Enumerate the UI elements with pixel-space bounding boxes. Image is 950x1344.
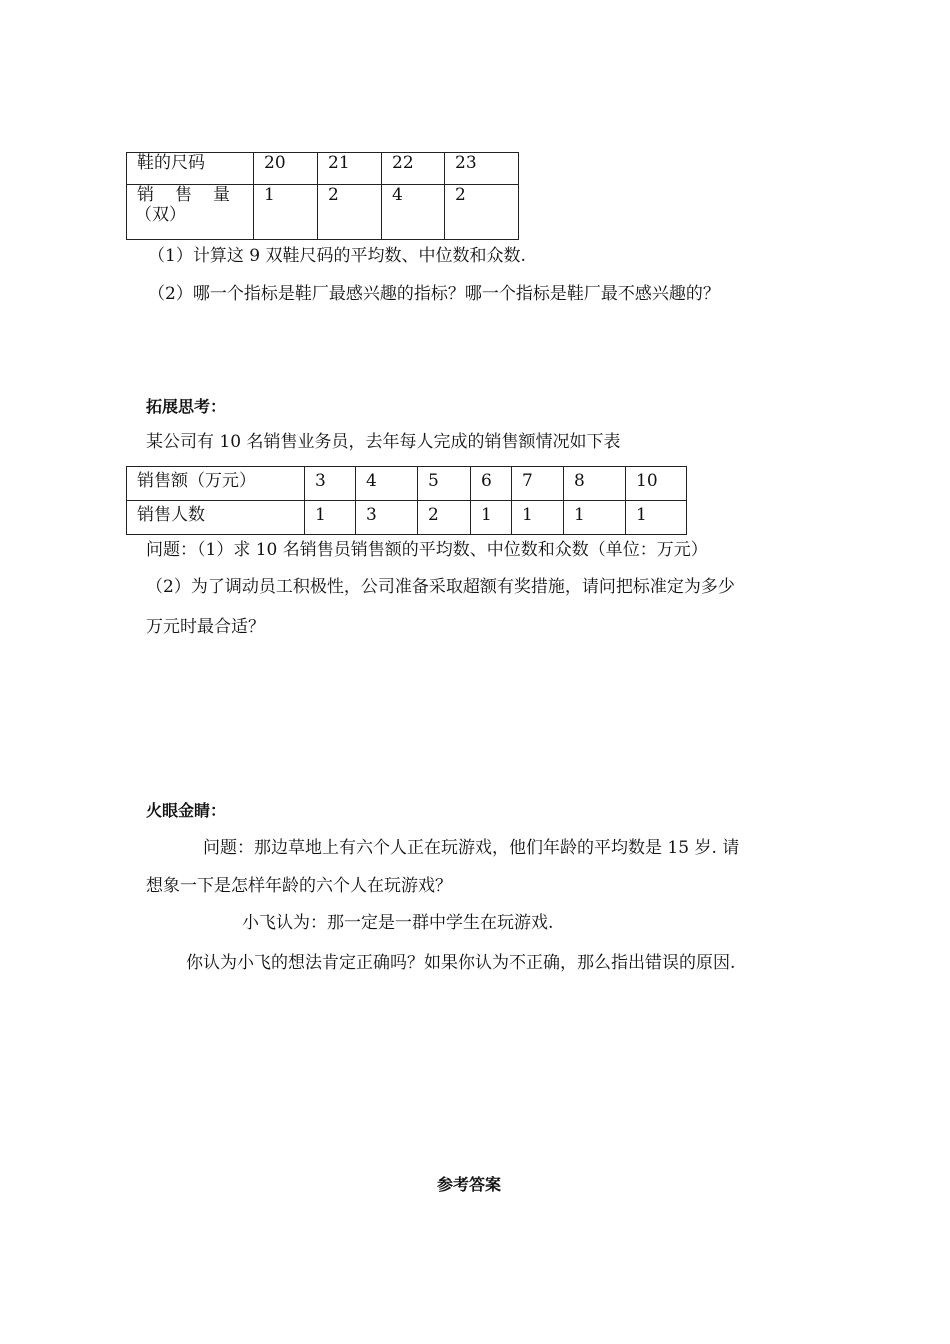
section3-para3: 你认为小飞的想法肯定正确吗？如果你认为不正确，那么指出错误的原因. bbox=[186, 953, 736, 973]
table-cell: 8 bbox=[564, 467, 626, 501]
shoe-size-table bbox=[126, 152, 519, 240]
table-row bbox=[127, 153, 519, 185]
table-header-cell: 鞋的尺码 bbox=[127, 153, 254, 185]
table-cell: 10 bbox=[626, 467, 687, 501]
table-cell: 21 bbox=[318, 153, 382, 185]
section3-para1-line2: 想象一下是怎样年龄的六个人在玩游戏？ bbox=[146, 876, 452, 896]
table-cell: 4 bbox=[382, 185, 445, 240]
table-cell: 1 bbox=[626, 501, 687, 535]
section2-question-2-line1: （2）为了调动员工积极性，公司准备采取超额有奖措施，请问把标准定为多少 bbox=[146, 577, 735, 597]
table-cell: 2 bbox=[418, 501, 471, 535]
answers-heading: 参考答案 bbox=[437, 1175, 502, 1194]
table-cell: 6 bbox=[471, 467, 512, 501]
question-2: （2）哪一个指标是鞋厂最感兴趣的指标？哪一个指标是鞋厂最不感兴趣的？ bbox=[148, 284, 720, 304]
table-cell: 3 bbox=[305, 467, 356, 501]
table-cell: 2 bbox=[445, 185, 519, 240]
table-cell: 7 bbox=[512, 467, 564, 501]
table-header-cell: 销售额（万元） bbox=[127, 467, 305, 501]
section-heading-sharp-eyes: 火眼金睛： bbox=[146, 801, 227, 820]
table-row bbox=[127, 467, 687, 501]
table-cell: 1 bbox=[512, 501, 564, 535]
question-1: （1）计算这 9 双鞋尺码的平均数、中位数和众数. bbox=[148, 246, 526, 266]
section-intro: 某公司有 10 名销售业务员，去年每人完成的销售额情况如下表 bbox=[146, 432, 621, 452]
table-row bbox=[127, 185, 519, 240]
table-cell: 2 bbox=[318, 185, 382, 240]
section3-para2: 小飞认为：那一定是一群中学生在玩游戏. bbox=[242, 913, 554, 933]
table-cell: 20 bbox=[254, 153, 318, 185]
table-cell: 5 bbox=[418, 467, 471, 501]
table-header-cell bbox=[127, 185, 254, 240]
table-row bbox=[127, 501, 687, 535]
table-cell: 23 bbox=[445, 153, 519, 185]
row-label-line: （双） bbox=[135, 205, 186, 226]
table-cell: 3 bbox=[356, 501, 418, 535]
section2-question-2-line2: 万元时最合适？ bbox=[146, 617, 265, 637]
table-cell: 1 bbox=[305, 501, 356, 535]
table-cell: 22 bbox=[382, 153, 445, 185]
table-header-cell: 销售人数 bbox=[127, 501, 305, 535]
table-cell: 4 bbox=[356, 467, 418, 501]
row-label-line: 销 售 量 bbox=[137, 185, 232, 205]
section-heading-extension: 拓展思考： bbox=[146, 397, 227, 416]
sales-table bbox=[126, 466, 687, 535]
table-cell: 1 bbox=[471, 501, 512, 535]
table-cell: 1 bbox=[254, 185, 318, 240]
section2-question-1: 问题：（1）求 10 名销售员销售额的平均数、中位数和众数（单位：万元） bbox=[146, 540, 708, 560]
table-cell: 1 bbox=[564, 501, 626, 535]
section3-para1-line1: 问题：那边草地上有六个人正在玩游戏，他们年龄的平均数是 15 岁. 请 bbox=[203, 838, 740, 858]
